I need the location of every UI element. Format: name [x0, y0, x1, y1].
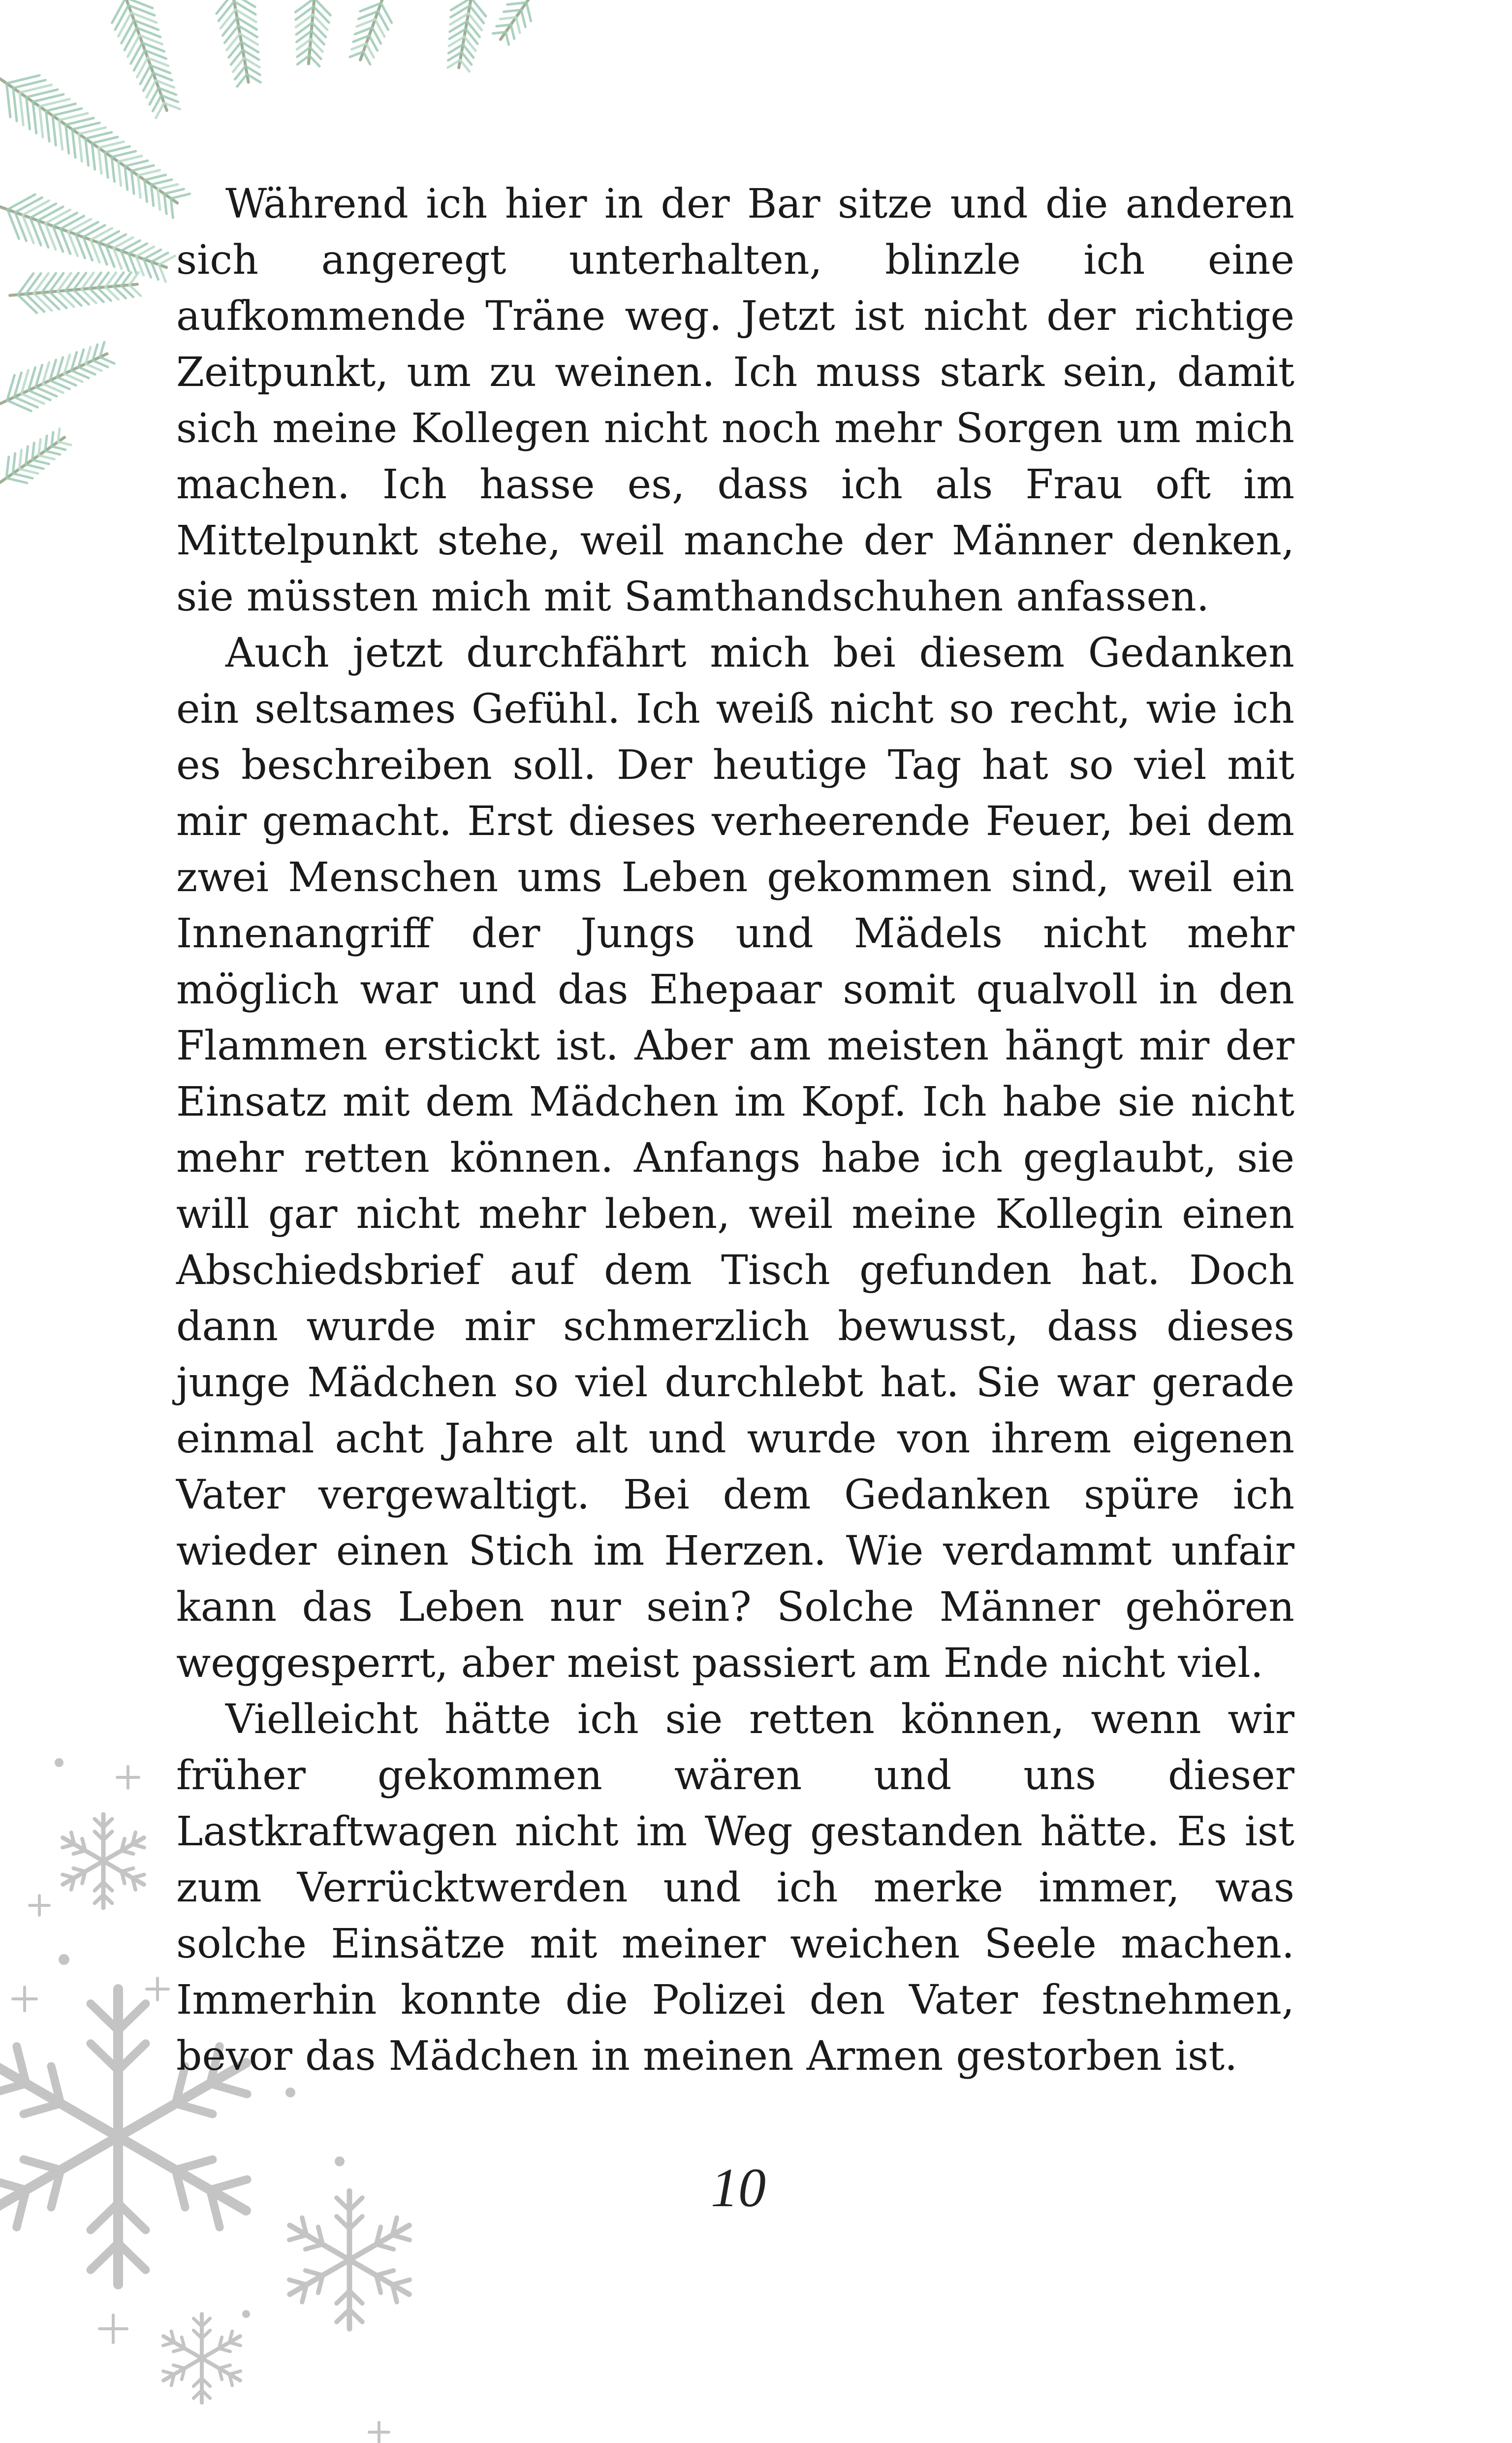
page-number: 10	[711, 2157, 766, 2218]
paragraph: Während ich hier in der Bar sitze und die anderen sich angeregt unterhalten, blinzle ich eine aufkommende Träne weg. Jetzt ist nicht der richtige Zeitpunkt, um zu weinen. Ich muss stark sein, damit sich meine Kollegen nicht noch mehr Sorgen um mich machen. Ich hasse es, dass ich als Frau oft im Mittelpunkt stehe, weil manche der Männer denken, sie müssten mich mit Samthandschuhen anfassen.	[176, 181, 1294, 620]
paragraph: Auch jetzt durchfährt mich bei diesem Gedanken ein seltsames Gefühl. Ich weiß nicht so recht, wie ich es beschreiben soll. Der heutige Tag hat so viel mit mir gemacht. Erst dieses verheerende Feuer, bei dem zwei Menschen ums Leben gekommen sind, weil ein Innenangriff der Jungs und Mädels nicht mehr möglich war und das Ehepaar somit qualvoll in den Flammen erstickt ist. Aber am meisten hängt mir der Einsatz mit dem Mädchen im Kopf. Ich habe sie nicht mehr retten können. Anfangs habe ich geglaubt, sie will gar nicht mehr leben, weil meine Kollegin einen Abschiedsbrief auf dem Tisch gefunden hat. Doch dann wurde mir schmerzlich bewusst, dass dieses junge Mädchen so viel durchlebt hat. Sie war gerade einmal acht Jahre alt und wurde von ihrem eigenen Vater vergewaltigt. Bei dem Gedanken spüre ich wieder einen Stich im Herzen. Wie verdammt unfair kann das Leben nur sein? Solche Männer gehören weggesperrt, aber meist passiert am Ende nicht viel.	[176, 630, 1294, 1687]
paragraph: Vielleicht hätte ich sie retten können, wenn wir früher gekommen wären und uns dieser Lastkraftwagen nicht im Weg gestanden hätte. Es ist zum Verrücktwerden und ich merke immer, was solche Einsätze mit meiner weichen Seele machen. Immerhin konnte die Polizei den Vater festnehmen, bevor das Mädchen in meinen Armen gestorben ist.	[176, 1696, 1294, 2080]
body-text	[176, 176, 1294, 2085]
